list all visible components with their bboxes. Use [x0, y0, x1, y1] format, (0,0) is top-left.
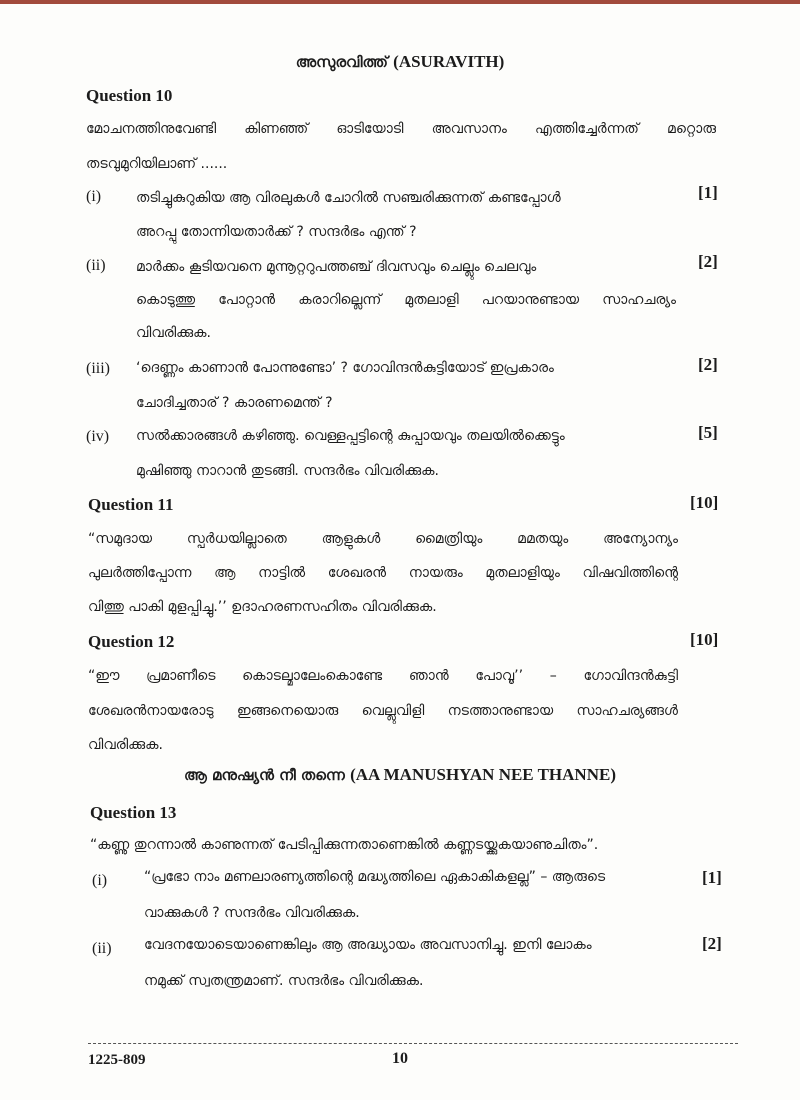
q10-part-number: (iii) — [86, 360, 110, 377]
q10-part-ii-marks: [2] — [698, 252, 718, 271]
question-13-heading: Question 13 — [90, 803, 177, 822]
q13-part-i-text: വാക്കുകൾ ? സന്ദർഭം വിവരിക്കുക. — [144, 905, 360, 921]
section-title-en: (ASURAVITH) — [393, 52, 505, 71]
section-title-ml: ആ മനുഷ്യൻ നീ തന്നെ — [184, 766, 345, 784]
q13-part-ii-text: വേദനയോടെയാണെങ്കിലും ആ അദ്ധ്യായം അവസാനിച്ചു. ഇനി ലോകം — [144, 937, 592, 953]
q12-text-line: വിവരിക്കുക. — [88, 737, 163, 753]
q10-part-ii-text: മാർക്കം കൂടിയവനെ മുന്നൂറ്ററുപത്തഞ്ച് ദിവസവും ചെല്ലും ചെലവും — [136, 259, 537, 275]
q10-part-i-text: തടിച്ചുകുറുകിയ ആ വിരലുകൾ ചോറിൽ സഞ്ചരിക്കുന്നത് കണ്ടപ്പോൾ — [136, 190, 561, 206]
q11-marks: [10] — [690, 493, 719, 512]
q10-part-i-marks: [1] — [698, 183, 718, 202]
q13-part-number: (ii) — [92, 940, 112, 957]
q11-text-line: വിത്തു പാകി മുളപ്പിച്ചു.’’ ഉദാഹരണസഹിതം വിവരിക്കുക. — [88, 599, 437, 615]
section-title-aa-manushyan — [0, 765, 800, 785]
section-title-asuravith — [0, 52, 800, 72]
q10-part-i-text: അറപ്പു തോന്നിയതാർക്ക് ? സന്ദർഭം എന്ത് ? — [136, 224, 417, 240]
q10-part-iv-text: സൽക്കാരങ്ങൾ കഴിഞ്ഞു. വെള്ളപ്പട്ടിന്റെ കുപ്പായവും തലയിൽക്കെട്ടും — [136, 428, 565, 444]
q11-text-line: പുലർത്തിപ്പോന്ന ആ നാട്ടിൽ ശേഖരൻ നായരും മുതലാളിയും വിഷവിത്തിന്റെ — [88, 565, 678, 581]
q10-part-iv-marks: [5] — [698, 423, 718, 442]
question-11-heading: Question 11 — [88, 495, 174, 514]
q10-intro-line: മോചനത്തിനുവേണ്ടി കിണഞ്ഞ് ഓടിയോടി അവസാനം എത്തിച്ചേർന്നത് മറ്റൊരു — [86, 121, 716, 137]
q10-part-number: (ii) — [86, 257, 106, 274]
q10-part-number: (iv) — [86, 428, 110, 445]
q13-intro: “കണ്ണു തുറന്നാൽ കാണുന്നത് പേടിപ്പിക്കുന്നതാണെങ്കിൽ കണ്ണടയ്ക്കുകയാണുചിതം”. — [90, 837, 599, 853]
q10-part-iv-text: മുഷിഞ്ഞു നാറാൻ തുടങ്ങി. സന്ദർഭം വിവരിക്കുക. — [136, 463, 439, 479]
q13-part-ii-marks: [2] — [702, 934, 722, 953]
footer-divider — [88, 1043, 738, 1044]
top-border — [0, 0, 800, 4]
q10-part-ii-text: കൊടുത്തു പോറ്റാൻ കരാറില്ലെന്ന് മുതലാളി പറയാനുണ്ടായ സാഹചര്യം — [136, 292, 676, 308]
q10-intro-line: തടവുമുറിയിലാണ് ...... — [86, 156, 228, 172]
q11-text-line: “സമുദായ സ്പർധയില്ലാതെ ആളുകൾ മൈത്രിയും മമതയും അന്യോന്യം — [88, 531, 678, 547]
q13-part-ii-text: നമുക്ക് സ്വതന്ത്രമാണ്. സന്ദർഭം വിവരിക്കുക. — [144, 973, 424, 989]
q10-part-iii-text: ചോദിച്ചതാര് ? കാരണമെന്ത് ? — [136, 395, 333, 411]
section-title-ml: അസുരവിത്ത് — [295, 53, 388, 71]
q12-text-line: “ഈ പ്രമാണീടെ കൊടല്മാലേംകൊണ്ടേ ഞാൻ പോവൂ’’ – ഗോവിന്ദൻകുട്ടി — [88, 668, 678, 684]
q10-part-number: (i) — [86, 188, 102, 205]
page-number: 10 — [392, 1050, 408, 1067]
question-10-heading: Question 10 — [86, 86, 173, 105]
q12-marks: [10] — [690, 630, 719, 649]
q12-text-line: ശേഖരൻനായരോടു ഇങ്ങനെയൊരു വെല്ലുവിളി നടത്താനുണ്ടായ സാഹചര്യങ്ങൾ — [88, 703, 678, 719]
q10-part-iii-text: ‘ദെണ്ണം കാണാൻ പോന്നുണ്ടോ’ ? ഗോവിന്ദൻകുട്ടിയോട് ഇപ്രകാരം — [136, 360, 554, 376]
q13-part-i-text: “പ്രഭോ നാം മണലാരണ്യത്തിന്റെ മദ്ധ്യത്തിലെ ഏകാകികളല്ല” – ആരുടെ — [144, 869, 606, 885]
section-title-en: (AA MANUSHYAN NEE THANNE) — [350, 765, 616, 784]
q10-part-ii-text: വിവരിക്കുക. — [136, 325, 211, 341]
q13-part-number: (i) — [92, 872, 108, 889]
q13-part-i-marks: [1] — [702, 868, 722, 887]
q10-part-iii-marks: [2] — [698, 355, 718, 374]
paper-code: 1225-809 — [88, 1052, 146, 1068]
question-12-heading: Question 12 — [88, 632, 175, 651]
